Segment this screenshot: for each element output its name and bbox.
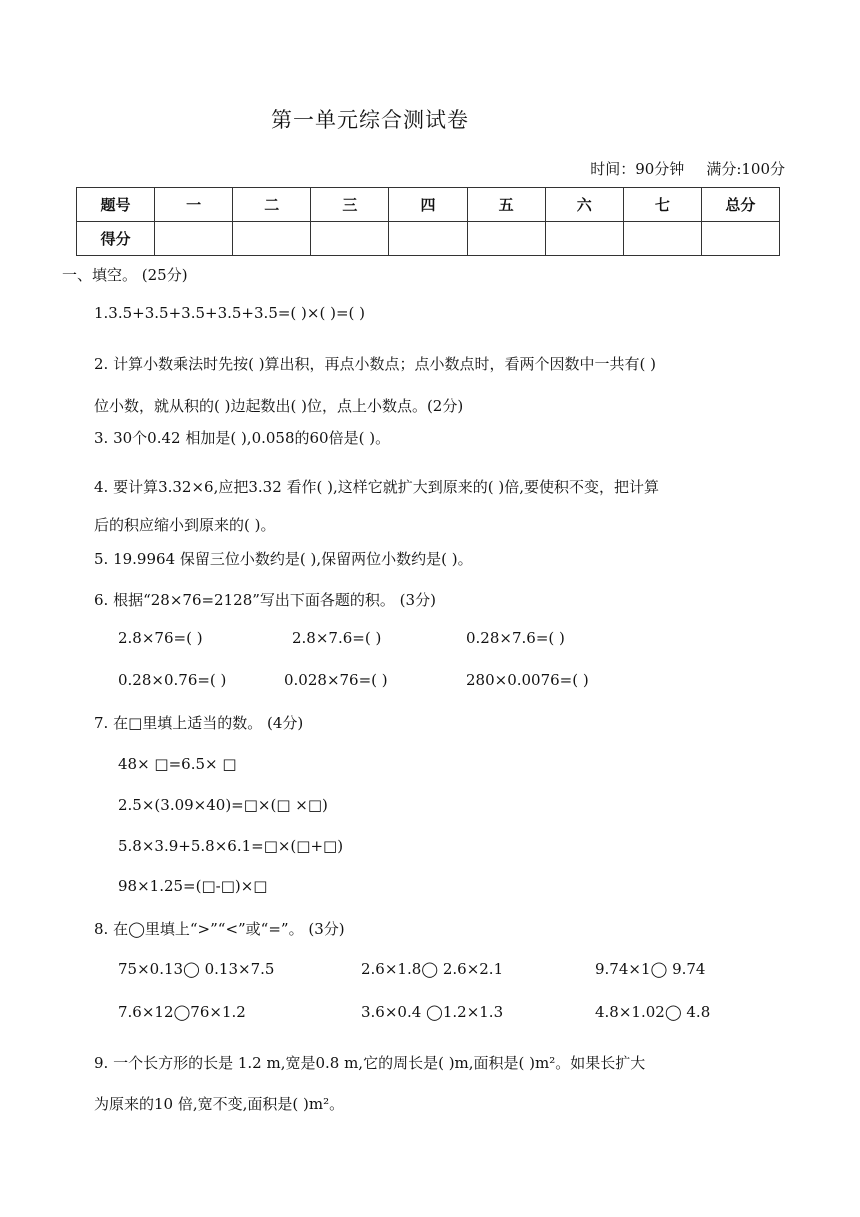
- score-cell: [623, 222, 701, 256]
- question-8-item: 75×0.13◯ 0.13×7.5: [118, 960, 275, 978]
- header-cell: 二: [233, 188, 311, 222]
- full-score: 满分:100分: [706, 160, 785, 178]
- question-5: 5. 19.9964 保留三位小数约是( ),保留两位小数约是( )。: [94, 550, 473, 568]
- question-8-item: 4.8×1.02◯ 4.8: [595, 1003, 711, 1021]
- score-cell: [467, 222, 545, 256]
- question-8-item: 9.74×1◯ 9.74: [595, 960, 706, 978]
- question-6-item: 0.28×0.76=( ): [118, 671, 227, 689]
- question-6-item: 280×0.0076=( ): [466, 671, 589, 689]
- question-8-item: 2.6×1.8◯ 2.6×2.1: [361, 960, 504, 978]
- question-4-line-2: 后的积应缩小到原来的( )。: [94, 516, 276, 534]
- question-7-stem: 7. 在□里填上适当的数。 (4分): [94, 714, 304, 732]
- header-cell: 七: [623, 188, 701, 222]
- header-cell: 五: [467, 188, 545, 222]
- score-table-score-row: [77, 222, 780, 256]
- question-9-line-1: 9. 一个长方形的长是 1.2 m,宽是0.8 m,它的周长是( )m,面积是( )m²。如果长扩大: [94, 1054, 646, 1072]
- section-heading: 一、填空。 (25分): [62, 266, 188, 284]
- question-1: 1.3.5+3.5+3.5+3.5+3.5=( )×( )=( ): [94, 304, 365, 322]
- header-cell: 四: [389, 188, 467, 222]
- question-7-item: 5.8×3.9+5.8×6.1=□×(□+□): [118, 837, 344, 855]
- question-7-item: 2.5×(3.09×40)=□×(□ ×□): [118, 796, 328, 814]
- header-cell: 六: [545, 188, 623, 222]
- time-limit: 时间：90分钟: [590, 160, 685, 178]
- question-7-item: 48× □=6.5× □: [118, 755, 237, 773]
- question-6-item: 2.8×7.6=( ): [292, 629, 382, 647]
- header-cell: 题号: [77, 188, 155, 222]
- question-8-item: 3.6×0.4 ◯1.2×1.3: [361, 1003, 504, 1021]
- page-title: 第一单元综合测试卷: [271, 108, 469, 132]
- score-table-header-row: [77, 188, 780, 222]
- question-2-line-2: 位小数，就从积的( )边起数出( )位，点上小数点。(2分): [94, 397, 464, 415]
- score-cell: [311, 222, 389, 256]
- score-cell: [389, 222, 467, 256]
- question-2-line-1: 2. 计算小数乘法时先按( )算出积，再点小数点；点小数点时，看两个因数中一共有( ): [94, 355, 657, 373]
- question-3: 3. 30个0.42 相加是( ),0.058的60倍是( )。: [94, 429, 391, 447]
- score-cell: [233, 222, 311, 256]
- header-cell: 总分: [701, 188, 779, 222]
- question-8-stem: 8. 在◯里填上“>”“<”或“=”。 (3分): [94, 920, 345, 938]
- header-cell: 三: [311, 188, 389, 222]
- score-cell: [701, 222, 779, 256]
- exam-meta: [590, 158, 785, 179]
- question-9-line-2: 为原来的10 倍,宽不变,面积是( )m²。: [94, 1095, 345, 1113]
- question-8-item: 7.6×12◯76×1.2: [118, 1003, 246, 1021]
- question-6-item: 0.28×7.6=( ): [466, 629, 565, 647]
- header-cell: 一: [155, 188, 233, 222]
- score-table: [76, 187, 780, 256]
- question-4-line-1: 4. 要计算3.32×6,应把3.32 看作( ),这样它就扩大到原来的( )倍,要使积不变，把计算: [94, 478, 660, 496]
- score-cell: [545, 222, 623, 256]
- question-7-item: 98×1.25=(□-□)×□: [118, 877, 268, 895]
- row-label: 得分: [77, 222, 155, 256]
- question-6-item: 2.8×76=( ): [118, 629, 203, 647]
- question-6-stem: 6. 根据“28×76=2128”写出下面各题的积。 (3分): [94, 591, 436, 609]
- score-cell: [155, 222, 233, 256]
- question-6-item: 0.028×76=( ): [284, 671, 388, 689]
